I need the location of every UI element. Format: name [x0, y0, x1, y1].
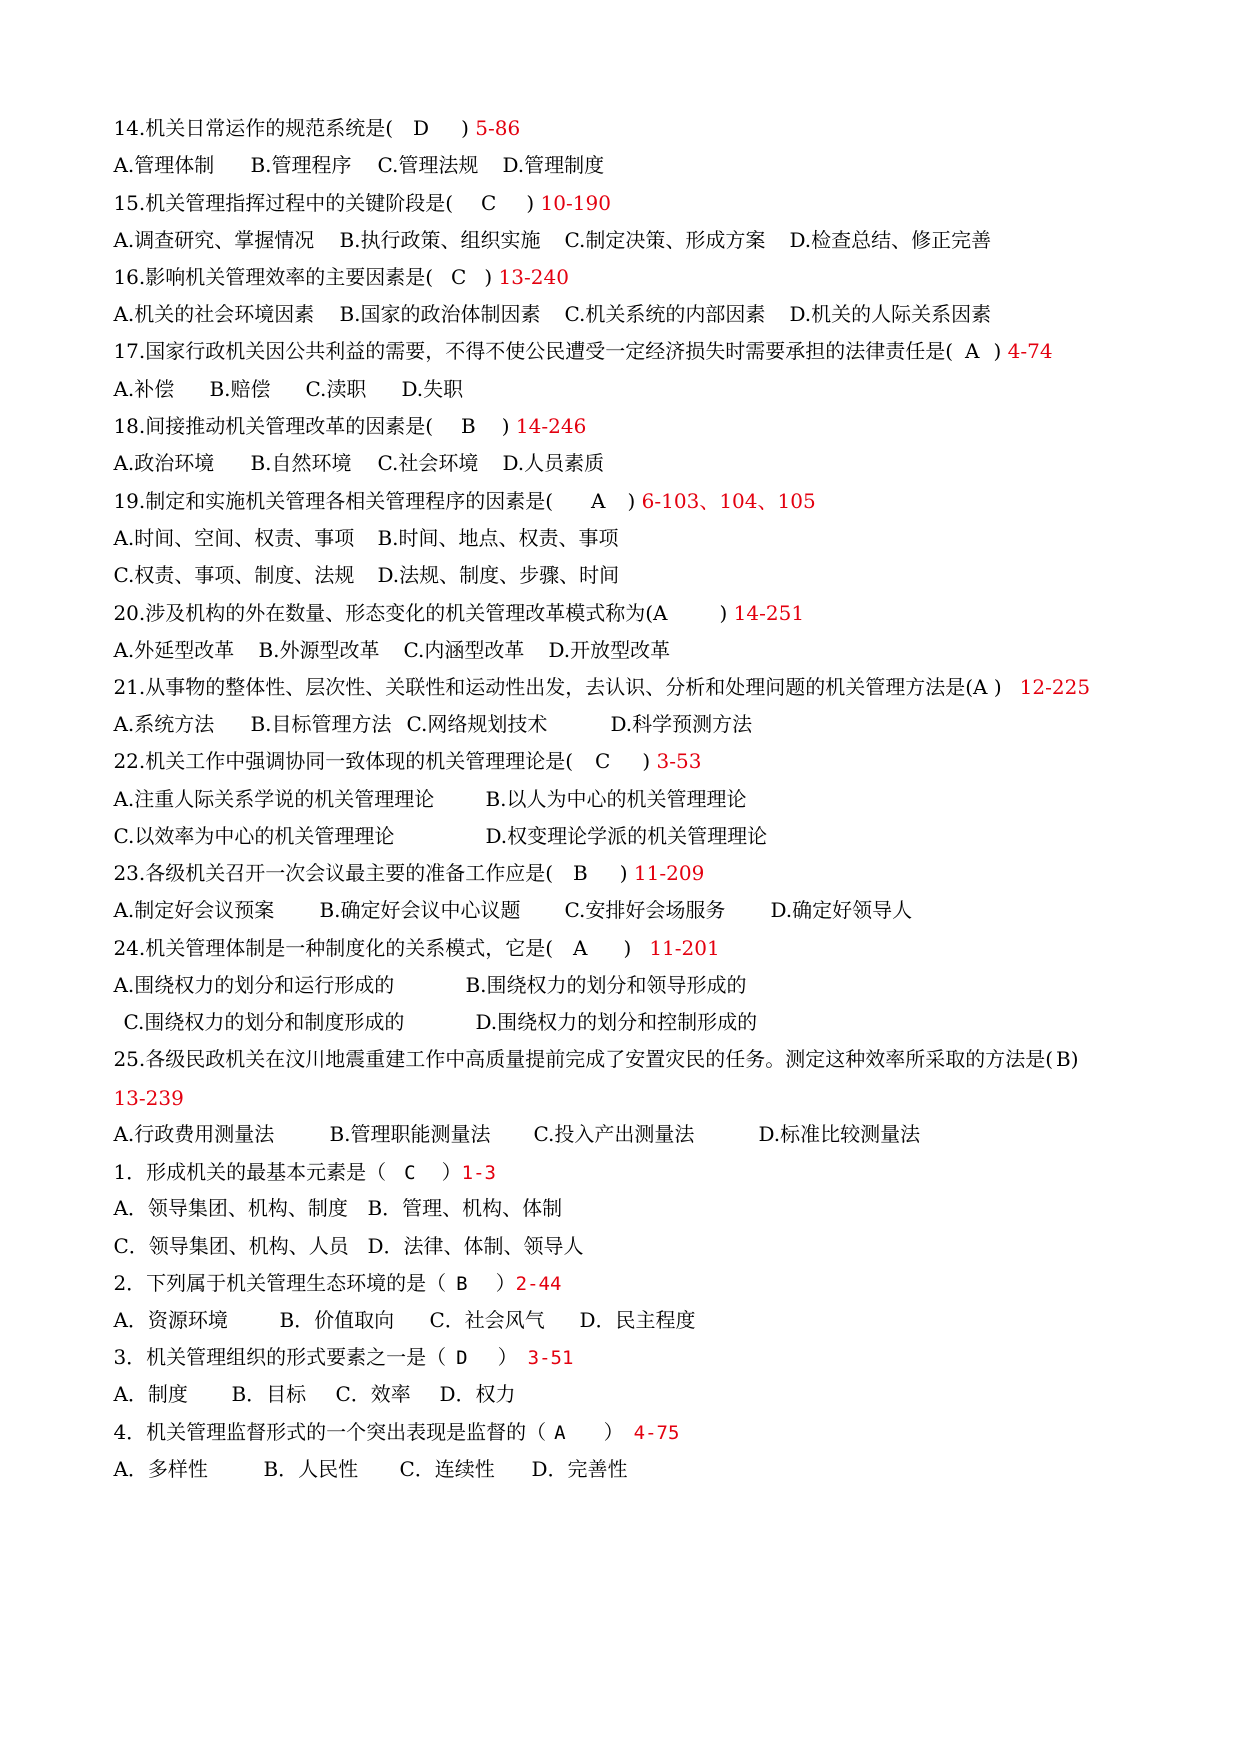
stem-text: 23.各级机关召开一次会议最主要的准备工作应是(	[113, 861, 554, 885]
option-c: C.渎职	[305, 377, 367, 401]
option-a: A．领导集团、机构、制度	[113, 1196, 348, 1220]
option-a: A.行政费用测量法	[113, 1122, 275, 1146]
option-c: C.管理法规	[377, 153, 479, 177]
page-reference: 10-190	[540, 191, 611, 215]
option-a: A．制度	[113, 1382, 188, 1406]
answer-letter: B	[461, 414, 476, 438]
option-b: B.时间、地点、权责、事项	[377, 526, 619, 550]
page-reference: 3-53	[656, 749, 702, 773]
answer-letter: A	[653, 601, 668, 625]
option-a: A.时间、空间、权责、事项	[113, 526, 355, 550]
option-b: B.赔偿	[209, 377, 271, 401]
option-b: B.执行政策、组织实施	[339, 228, 541, 252]
option-a: A.补偿	[113, 377, 175, 401]
close-paren: )	[484, 265, 493, 289]
option-d: D．完善性	[531, 1457, 628, 1481]
page-reference: 12-225	[1019, 675, 1091, 699]
answer-letter: A	[591, 489, 606, 513]
option-b: B.外源型改革	[258, 638, 380, 662]
stem-text: 24.机关管理体制是一种制度化的关系模式，它是(	[113, 936, 554, 960]
option-d: D．法律、体制、领导人	[367, 1234, 584, 1258]
option-a: A.系统方法	[113, 712, 215, 736]
option-c: C.以效率为中心的机关管理理论	[113, 824, 395, 848]
option-a: A．多样性	[113, 1457, 208, 1481]
close-paren: )	[642, 749, 651, 773]
stem-text: 16.影响机关管理效率的主要因素是(	[113, 265, 434, 289]
page-reference: 3-51	[527, 1347, 574, 1369]
option-a: A.外延型改革	[113, 638, 235, 662]
page-reference: 2-44	[515, 1273, 562, 1295]
answer-letter: D	[456, 1347, 468, 1369]
option-b: B.管理职能测量法	[329, 1122, 491, 1146]
option-d: D．权力	[439, 1382, 516, 1406]
page-reference: 1-3	[461, 1162, 496, 1184]
stem-text: 2．下列属于机关管理生态环境的是（	[113, 1271, 447, 1295]
option-c: C.围绕权力的划分和制度形成的	[123, 1010, 405, 1034]
option-d: D.法规、制度、步骤、时间	[377, 563, 620, 587]
close-paren: )	[623, 936, 632, 960]
stem-text: 22.机关工作中强调协同一致体现的机关管理理论是(	[113, 749, 574, 773]
option-b: B.目标管理方法	[250, 712, 392, 736]
option-d: D.管理制度	[502, 153, 605, 177]
answer-letter: C	[481, 191, 497, 215]
option-a: A.调查研究、掌握情况	[113, 228, 315, 252]
close-paren: ）	[497, 1345, 518, 1369]
option-d: D.权变理论学派的机关管理理论	[485, 824, 768, 848]
option-a: A.管理体制	[113, 153, 215, 177]
stem-text: 4．机关管理监督形式的一个突出表现是监督的（	[113, 1420, 547, 1444]
option-c: C．领导集团、机构、人员	[113, 1234, 349, 1258]
option-d: D.标准比较测量法	[758, 1122, 921, 1146]
close-paren: ）	[603, 1420, 624, 1444]
close-paren: ）	[495, 1271, 516, 1295]
close-paren: )	[1070, 1047, 1079, 1071]
option-c: C．连续性	[399, 1457, 495, 1481]
close-paren: )	[627, 489, 636, 513]
close-paren: )	[619, 861, 628, 885]
option-d: D.确定好领导人	[770, 898, 913, 922]
stem-text: 21.从事物的整体性、层次性、关联性和运动性出发，去认识、分析和处理问题的机关管理方法是(	[113, 675, 974, 699]
answer-letter: A	[965, 339, 980, 363]
answer-letter: B	[1056, 1047, 1071, 1071]
option-b: B.确定好会议中心议题	[319, 898, 521, 922]
close-paren: )	[719, 601, 728, 625]
option-a: A.围绕权力的划分和运行形成的	[113, 973, 395, 997]
option-c: C．社会风气	[429, 1308, 545, 1332]
option-d: D.机关的人际关系因素	[789, 302, 992, 326]
option-c: C.机关系统的内部因素	[564, 302, 766, 326]
page-reference: 4-75	[633, 1422, 680, 1444]
option-d: D.检查总结、修正完善	[789, 228, 992, 252]
option-b: B．人民性	[263, 1457, 359, 1481]
stem-text: 14.机关日常运作的规范系统是(	[113, 116, 394, 140]
option-b: B．价值取向	[279, 1308, 395, 1332]
page-reference: 13-240	[498, 265, 569, 289]
options-row	[88, 1433, 627, 1505]
close-paren: )	[993, 339, 1002, 363]
page-reference: 11-209	[633, 861, 705, 885]
page-reference: 13-239	[113, 1086, 184, 1110]
stem-text: 18.间接推动机关管理改革的因素是(	[113, 414, 434, 438]
answer-letter: C	[404, 1162, 416, 1184]
stem-text: 3．机关管理组织的形式要素之一是（	[113, 1345, 447, 1369]
option-b: B.管理程序	[250, 153, 352, 177]
option-b: B.自然环境	[250, 451, 352, 475]
stem-text: 25.各级民政机关在汶川地震重建工作中高质量提前完成了安置灾民的任务。测定这种效率所采取的方法是(	[113, 1047, 1054, 1071]
option-c: C.内涵型改革	[403, 638, 525, 662]
close-paren: ）	[441, 1160, 462, 1184]
option-a: A．资源环境	[113, 1308, 228, 1332]
option-c: C.投入产出测量法	[533, 1122, 695, 1146]
option-c: C.网络规划技术	[406, 712, 548, 736]
option-b: B.以人为中心的机关管理理论	[485, 787, 747, 811]
option-b: B．目标	[231, 1382, 307, 1406]
answer-letter: B	[456, 1273, 468, 1295]
option-a: A.政治环境	[113, 451, 215, 475]
page-reference: 5-86	[475, 116, 521, 140]
option-c: C．效率	[335, 1382, 411, 1406]
option-b: B.围绕权力的划分和领导形成的	[465, 973, 747, 997]
option-d: D．民主程度	[579, 1308, 696, 1332]
option-d: D.围绕权力的划分和控制形成的	[475, 1010, 758, 1034]
option-a: A.机关的社会环境因素	[113, 302, 315, 326]
option-c: C.权责、事项、制度、法规	[113, 563, 355, 587]
page-reference: 4-74	[1007, 339, 1053, 363]
page-reference: 14-246	[515, 414, 587, 438]
option-d: D.人员素质	[502, 451, 605, 475]
option-c: C.社会环境	[377, 451, 479, 475]
stem-text: 20.涉及机构的外在数量、形态变化的机关管理改革模式称为(	[113, 601, 654, 625]
answer-letter: A	[973, 675, 988, 699]
answer-letter: A	[554, 1422, 566, 1444]
close-paren: )	[461, 116, 469, 140]
option-b: B.国家的政治体制因素	[339, 302, 541, 326]
option-d: D.失职	[401, 377, 464, 401]
answer-letter: D	[413, 116, 430, 140]
page-reference: 6-103、104、105	[641, 489, 816, 513]
page-reference: 11-201	[649, 936, 720, 960]
stem-text: 1．形成机关的最基本元素是（	[113, 1160, 387, 1184]
option-b: B．管理、机构、体制	[367, 1196, 563, 1220]
option-a: A.制定好会议预案	[113, 898, 275, 922]
close-paren: )	[993, 675, 1002, 699]
answer-letter: C	[595, 749, 611, 773]
page-reference: 14-251	[733, 601, 805, 625]
stem-text: 17.国家行政机关因公共利益的需要，不得不使公民遭受一定经济损失时需要承担的法律责任是(	[113, 339, 954, 363]
option-d: D.科学预测方法	[610, 712, 753, 736]
stem-text: 19.制定和实施机关管理各相关管理程序的因素是(	[113, 489, 554, 513]
option-d: D.开放型改革	[548, 638, 671, 662]
answer-letter: C	[451, 265, 467, 289]
question-stem	[88, 1023, 1079, 1095]
close-paren: )	[501, 414, 510, 438]
answer-letter: B	[573, 861, 588, 885]
stem-text: 15.机关管理指挥过程中的关键阶段是(	[113, 191, 454, 215]
close-paren: )	[526, 191, 535, 215]
option-c: C.安排好会场服务	[564, 898, 726, 922]
option-c: C.制定决策、形成方案	[564, 228, 766, 252]
option-a: A.注重人际关系学说的机关管理理论	[113, 787, 435, 811]
answer-letter: A	[573, 936, 588, 960]
